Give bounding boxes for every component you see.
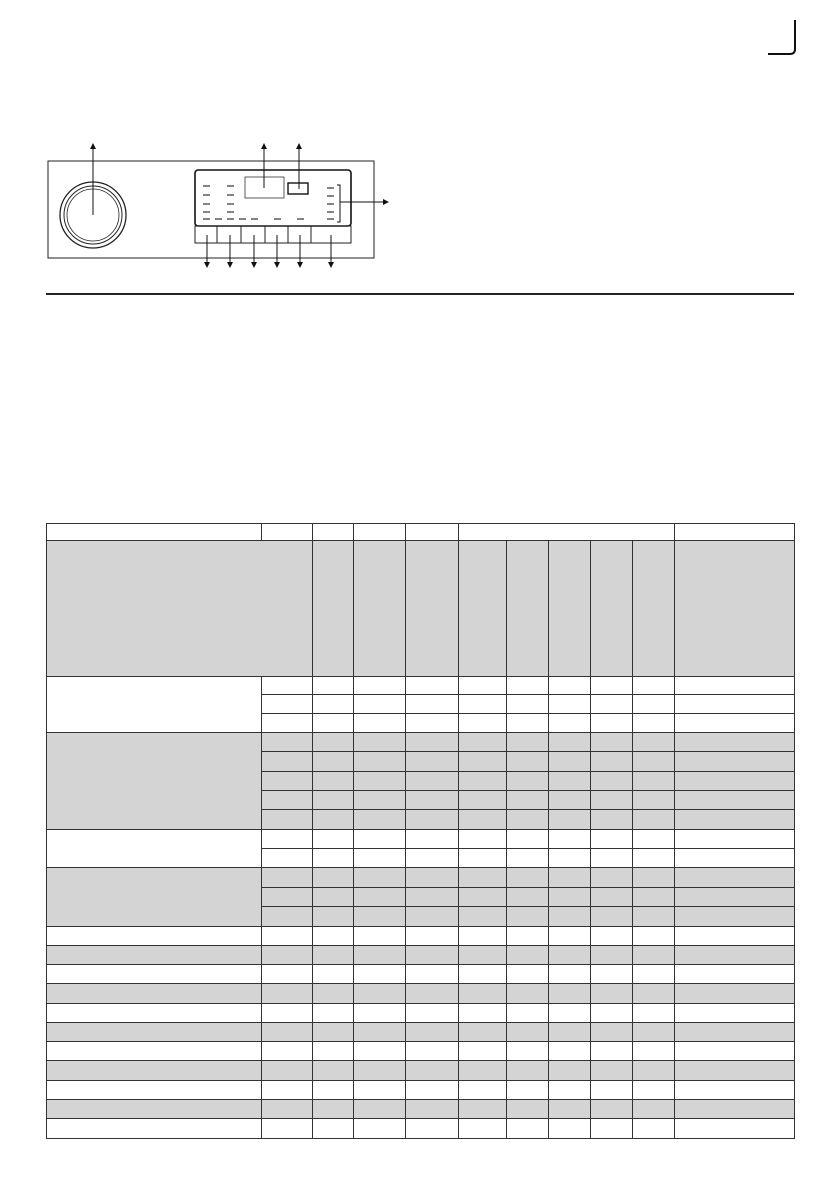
table-cell — [590, 926, 633, 946]
table-cell — [632, 983, 675, 1004]
program-row-label — [46, 1080, 262, 1100]
header-cell — [458, 523, 675, 541]
header-cell — [46, 523, 262, 541]
program-group-cell — [46, 732, 262, 830]
table-cell — [405, 848, 459, 868]
table-cell — [506, 887, 549, 907]
table-cell — [674, 732, 795, 752]
table-cell — [353, 983, 406, 1004]
table-cell — [458, 1080, 507, 1100]
table-cell — [590, 1022, 633, 1042]
table-cell — [353, 676, 406, 695]
page-corner-mark — [768, 20, 795, 54]
table-cell — [506, 848, 549, 868]
table-cell — [506, 732, 549, 752]
subheader-cell — [46, 540, 313, 677]
table-cell — [674, 713, 795, 733]
table-cell — [506, 867, 549, 888]
table-cell — [590, 1118, 633, 1139]
table-cell — [261, 926, 313, 946]
program-row-label — [46, 964, 262, 984]
callout-arrows-bottom — [204, 262, 334, 268]
table-cell — [312, 1080, 354, 1100]
table-cell — [674, 809, 795, 830]
table-cell — [261, 887, 313, 907]
table-cell — [674, 1003, 795, 1023]
table-cell — [674, 694, 795, 714]
table-cell — [405, 887, 459, 907]
table-cell — [458, 751, 507, 772]
table-cell — [458, 1041, 507, 1061]
table-cell — [632, 809, 675, 830]
table-cell — [312, 809, 354, 830]
table-cell — [458, 790, 507, 810]
table-cell — [590, 867, 633, 888]
subheader-cell — [590, 540, 633, 677]
table-cell — [261, 1099, 313, 1119]
table-cell — [632, 964, 675, 984]
table-cell — [312, 751, 354, 772]
table-cell — [548, 983, 591, 1004]
subheader-cell — [312, 540, 354, 677]
table-cell — [632, 713, 675, 733]
table-cell — [405, 1118, 459, 1139]
table-cell — [674, 867, 795, 888]
table-cell — [632, 926, 675, 946]
table-cell — [674, 1099, 795, 1119]
table-cell — [506, 1003, 549, 1023]
table-cell — [458, 732, 507, 752]
table-cell — [458, 694, 507, 714]
table-cell — [590, 790, 633, 810]
table-cell — [458, 676, 507, 695]
table-cell — [312, 732, 354, 752]
table-cell — [353, 751, 406, 772]
table-cell — [674, 771, 795, 791]
table-cell — [261, 694, 313, 714]
table-cell — [632, 751, 675, 772]
table-cell — [632, 848, 675, 868]
table-cell — [405, 713, 459, 733]
table-cell — [458, 983, 507, 1004]
table-cell — [405, 694, 459, 714]
table-cell — [261, 983, 313, 1004]
table-cell — [353, 694, 406, 714]
table-cell — [261, 1060, 313, 1081]
table-cell — [590, 829, 633, 849]
table-cell — [261, 1118, 313, 1139]
table-cell — [261, 829, 313, 849]
table-cell — [458, 1118, 507, 1139]
table-cell — [674, 983, 795, 1004]
table-cell — [506, 1022, 549, 1042]
table-cell — [590, 945, 633, 965]
table-cell — [506, 694, 549, 714]
subheader-cell — [548, 540, 591, 677]
table-cell — [548, 1041, 591, 1061]
program-row-label — [46, 1041, 262, 1061]
table-cell — [353, 1099, 406, 1119]
table-cell — [590, 1080, 633, 1100]
section-divider — [46, 293, 794, 295]
program-row-label — [46, 1060, 262, 1081]
table-cell — [674, 945, 795, 965]
table-cell — [312, 676, 354, 695]
table-cell — [261, 713, 313, 733]
table-cell — [405, 945, 459, 965]
table-cell — [590, 964, 633, 984]
table-cell — [632, 732, 675, 752]
table-cell — [405, 1003, 459, 1023]
table-cell — [548, 848, 591, 868]
table-cell — [353, 713, 406, 733]
subheader-cell — [405, 540, 459, 677]
table-cell — [548, 1060, 591, 1081]
table-cell — [548, 926, 591, 946]
table-cell — [674, 829, 795, 849]
table-cell — [548, 1080, 591, 1100]
table-cell — [548, 790, 591, 810]
table-cell — [590, 1060, 633, 1081]
table-cell — [506, 1080, 549, 1100]
table-cell — [353, 809, 406, 830]
table-cell — [506, 771, 549, 791]
table-cell — [353, 964, 406, 984]
table-cell — [405, 964, 459, 984]
table-cell — [632, 1003, 675, 1023]
table-cell — [458, 887, 507, 907]
table-cell — [312, 887, 354, 907]
table-cell — [353, 867, 406, 888]
table-cell — [506, 906, 549, 927]
subheader-cell — [458, 540, 507, 677]
table-cell — [261, 1080, 313, 1100]
table-cell — [548, 945, 591, 965]
table-cell — [506, 926, 549, 946]
table-cell — [405, 1041, 459, 1061]
table-cell — [506, 945, 549, 965]
table-cell — [458, 1060, 507, 1081]
table-cell — [632, 676, 675, 695]
table-cell — [312, 926, 354, 946]
table-cell — [353, 945, 406, 965]
table-cell — [506, 676, 549, 695]
table-cell — [548, 867, 591, 888]
table-cell — [548, 964, 591, 984]
table-cell — [405, 867, 459, 888]
program-group-cell — [46, 867, 262, 927]
table-cell — [674, 906, 795, 927]
table-cell — [353, 1060, 406, 1081]
table-cell — [548, 887, 591, 907]
table-cell — [548, 829, 591, 849]
table-cell — [312, 1099, 354, 1119]
table-cell — [312, 906, 354, 927]
table-cell — [405, 1099, 459, 1119]
header-cell — [405, 523, 459, 541]
table-cell — [548, 906, 591, 927]
program-table — [46, 523, 794, 1138]
table-cell — [548, 732, 591, 752]
table-cell — [632, 1118, 675, 1139]
table-cell — [548, 751, 591, 772]
table-cell — [458, 1003, 507, 1023]
table-cell — [312, 1060, 354, 1081]
table-cell — [506, 829, 549, 849]
header-cell — [674, 523, 795, 541]
table-cell — [458, 926, 507, 946]
program-row-label — [46, 983, 262, 1004]
table-cell — [632, 867, 675, 888]
table-cell — [458, 809, 507, 830]
program-group-cell — [46, 829, 262, 868]
program-row-label — [46, 1022, 262, 1042]
table-cell — [548, 713, 591, 733]
table-cell — [312, 713, 354, 733]
table-cell — [405, 1080, 459, 1100]
table-cell — [312, 945, 354, 965]
table-cell — [353, 1022, 406, 1042]
program-row-label — [46, 1099, 262, 1119]
table-cell — [632, 887, 675, 907]
table-cell — [548, 1099, 591, 1119]
table-cell — [312, 983, 354, 1004]
table-cell — [312, 1022, 354, 1042]
table-cell — [261, 809, 313, 830]
table-cell — [590, 983, 633, 1004]
table-cell — [405, 906, 459, 927]
table-cell — [405, 926, 459, 946]
table-cell — [312, 964, 354, 984]
table-cell — [548, 1022, 591, 1042]
table-cell — [674, 1060, 795, 1081]
table-cell — [261, 771, 313, 791]
table-cell — [353, 732, 406, 752]
table-cell — [458, 829, 507, 849]
table-cell — [506, 1041, 549, 1061]
program-group-cell — [46, 676, 262, 733]
table-cell — [458, 867, 507, 888]
table-cell — [632, 790, 675, 810]
table-cell — [674, 964, 795, 984]
subheader-cell — [353, 540, 406, 677]
table-cell — [405, 829, 459, 849]
table-cell — [506, 809, 549, 830]
table-cell — [261, 945, 313, 965]
table-cell — [312, 1041, 354, 1061]
table-cell — [590, 694, 633, 714]
table-cell — [674, 790, 795, 810]
table-cell — [548, 1003, 591, 1023]
table-cell — [590, 732, 633, 752]
table-cell — [261, 751, 313, 772]
table-cell — [506, 983, 549, 1004]
table-cell — [405, 1022, 459, 1042]
table-cell — [312, 1118, 354, 1139]
table-cell — [590, 676, 633, 695]
table-cell — [261, 1041, 313, 1061]
table-cell — [674, 1118, 795, 1139]
table-cell — [548, 694, 591, 714]
table-cell — [674, 676, 795, 695]
table-cell — [506, 964, 549, 984]
table-cell — [548, 771, 591, 791]
table-cell — [590, 751, 633, 772]
table-cell — [548, 676, 591, 695]
table-cell — [632, 1080, 675, 1100]
callout-arrow-indicator — [296, 143, 302, 149]
table-cell — [405, 1060, 459, 1081]
table-cell — [632, 829, 675, 849]
table-cell — [312, 1003, 354, 1023]
table-cell — [353, 829, 406, 849]
table-cell — [405, 732, 459, 752]
table-cell — [353, 906, 406, 927]
program-row-label — [46, 945, 262, 965]
table-cell — [405, 790, 459, 810]
table-cell — [632, 945, 675, 965]
table-cell — [506, 751, 549, 772]
table-cell — [353, 1118, 406, 1139]
table-cell — [632, 771, 675, 791]
table-cell — [261, 848, 313, 868]
header-cell — [353, 523, 406, 541]
table-cell — [590, 848, 633, 868]
program-row-label — [46, 1118, 262, 1139]
table-cell — [590, 809, 633, 830]
table-cell — [632, 1099, 675, 1119]
table-cell — [506, 1060, 549, 1081]
table-cell — [261, 964, 313, 984]
table-cell — [261, 906, 313, 927]
table-cell — [632, 1041, 675, 1061]
table-cell — [590, 1099, 633, 1119]
table-cell — [261, 1022, 313, 1042]
table-cell — [353, 771, 406, 791]
table-cell — [458, 964, 507, 984]
table-cell — [674, 887, 795, 907]
table-cell — [458, 1022, 507, 1042]
program-row-label — [46, 1003, 262, 1023]
table-cell — [590, 1003, 633, 1023]
table-cell — [353, 848, 406, 868]
subheader-cell — [506, 540, 549, 677]
table-cell — [261, 867, 313, 888]
table-cell — [312, 867, 354, 888]
table-cell — [458, 1099, 507, 1119]
table-cell — [674, 926, 795, 946]
table-cell — [261, 732, 313, 752]
table-cell — [312, 694, 354, 714]
callout-arrow-dial — [90, 143, 96, 149]
table-cell — [458, 906, 507, 927]
table-cell — [674, 1022, 795, 1042]
table-cell — [632, 906, 675, 927]
header-cell — [312, 523, 354, 541]
table-cell — [405, 983, 459, 1004]
table-cell — [632, 1022, 675, 1042]
table-cell — [261, 790, 313, 810]
table-cell — [261, 676, 313, 695]
table-cell — [632, 694, 675, 714]
table-cell — [458, 848, 507, 868]
table-cell — [548, 809, 591, 830]
table-cell — [458, 945, 507, 965]
table-cell — [353, 887, 406, 907]
table-cell — [405, 771, 459, 791]
table-cell — [674, 1080, 795, 1100]
table-cell — [548, 1118, 591, 1139]
table-cell — [353, 790, 406, 810]
table-cell — [405, 809, 459, 830]
table-cell — [674, 1041, 795, 1061]
callout-arrow-right — [383, 199, 389, 205]
table-cell — [312, 829, 354, 849]
table-cell — [590, 887, 633, 907]
table-cell — [506, 790, 549, 810]
table-cell — [590, 1041, 633, 1061]
table-cell — [353, 1041, 406, 1061]
table-cell — [590, 713, 633, 733]
table-cell — [590, 771, 633, 791]
header-cell — [261, 523, 313, 541]
program-row-label — [46, 926, 262, 946]
table-cell — [353, 926, 406, 946]
table-cell — [261, 1003, 313, 1023]
table-cell — [506, 1118, 549, 1139]
table-cell — [506, 1099, 549, 1119]
table-cell — [506, 713, 549, 733]
table-cell — [312, 771, 354, 791]
table-cell — [632, 1060, 675, 1081]
table-cell — [312, 790, 354, 810]
table-cell — [405, 676, 459, 695]
table-cell — [353, 1080, 406, 1100]
subheader-cell — [632, 540, 675, 677]
table-cell — [353, 1003, 406, 1023]
table-cell — [458, 713, 507, 733]
table-cell — [312, 848, 354, 868]
table-cell — [674, 848, 795, 868]
table-cell — [590, 906, 633, 927]
subheader-cell — [674, 540, 795, 677]
table-cell — [405, 751, 459, 772]
table-cell — [458, 771, 507, 791]
table-cell — [674, 751, 795, 772]
callout-arrow-lcd — [261, 143, 267, 149]
